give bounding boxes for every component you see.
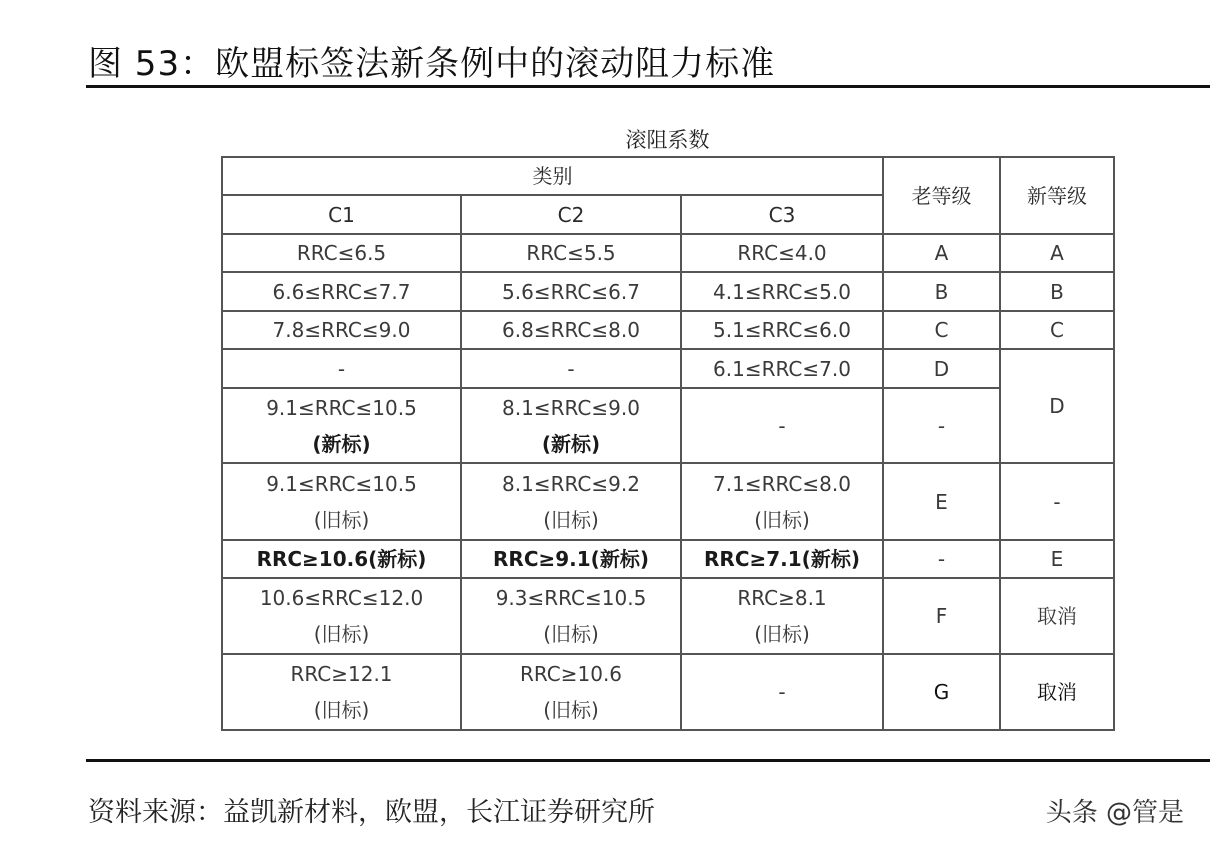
cell-value: 9.1≤RRC≤10.5 (266, 395, 417, 420)
cell-old-grade: - (883, 540, 1000, 578)
cell-c2: RRC≤5.5 (461, 234, 681, 272)
cell-old-grade: E (883, 463, 1000, 540)
cell-old-grade: - (883, 388, 1000, 463)
cell-c1 (222, 578, 461, 654)
cell-c1: RRC≥10.6(新标) (222, 540, 461, 578)
cell-old-grade: F (883, 578, 1000, 654)
cell-old-grade: G (883, 654, 1000, 730)
cell-c2 (461, 388, 681, 463)
cell-value: RRC≥10.6 (519, 662, 623, 686)
bottom-rule (86, 759, 1210, 762)
cell-c2 (461, 578, 681, 654)
cell-value: 8.1≤RRC≤9.2 (502, 471, 640, 496)
table-row (222, 540, 1114, 578)
table-row (222, 272, 1114, 311)
cell-new-grade: 取消 (1000, 578, 1114, 654)
cell-old-grade: C (883, 311, 1000, 349)
table-row (222, 349, 1114, 388)
cell-c3: RRC≥7.1(新标) (681, 540, 883, 578)
cell-new-grade: 取消 (1000, 654, 1114, 730)
cell-old-grade: B (883, 272, 1000, 311)
cell-c2: RRC≥9.1(新标) (461, 540, 681, 578)
cell-value: 10.6≤RRC≤12.0 (259, 586, 424, 610)
cell-c2 (461, 463, 681, 540)
cell-c3: RRC≤4.0 (681, 234, 883, 272)
cell-new-grade: A (1000, 234, 1114, 272)
cell-c1: - (222, 349, 461, 388)
cell-c1: 6.6≤RRC≤7.7 (222, 272, 461, 311)
cell-c3: 6.1≤RRC≤7.0 (681, 349, 883, 388)
cell-new-grade: B (1000, 272, 1114, 311)
cell-note: (旧标) (754, 622, 810, 646)
cell-c3: - (681, 654, 883, 730)
cell-note: (新标) (541, 431, 601, 456)
cell-c3: 4.1≤RRC≤5.0 (681, 272, 883, 311)
cell-value: 9.3≤RRC≤10.5 (495, 586, 647, 610)
cell-note: (旧标) (313, 622, 370, 646)
cell-c1: 7.8≤RRC≤9.0 (222, 311, 461, 349)
cell-c1: RRC≤6.5 (222, 234, 461, 272)
cell-note: (旧标) (313, 698, 370, 722)
cell-note: (旧标) (543, 507, 599, 532)
cell-new-grade: C (1000, 311, 1114, 349)
cell-old-grade: D (883, 349, 1000, 388)
watermark: 头条 @管是 (1045, 798, 1184, 828)
header-new-grade: 新等级 (1000, 157, 1114, 234)
table-row (222, 388, 1114, 463)
cell-value: 7.1≤RRC≤8.0 (713, 471, 851, 496)
cell-c3: - (681, 388, 883, 463)
cell-new-grade: E (1000, 540, 1114, 578)
header-c3: C3 (681, 195, 883, 234)
header-old-grade: 老等级 (883, 157, 1000, 234)
cell-new-grade: - (1000, 463, 1114, 540)
cell-note: (旧标) (754, 507, 810, 532)
cell-note: (旧标) (313, 507, 370, 532)
table-row (222, 654, 1114, 730)
rolling-resistance-table (221, 156, 1115, 731)
cell-value: RRC≥8.1 (737, 586, 827, 610)
header-category: 类别 (222, 157, 883, 195)
cell-value: 8.1≤RRC≤9.0 (502, 395, 640, 420)
table-row (222, 463, 1114, 540)
table-row (222, 234, 1114, 272)
table-row (222, 311, 1114, 349)
cell-note: (旧标) (543, 622, 599, 646)
cell-c2: 5.6≤RRC≤6.7 (461, 272, 681, 311)
figure-title: 图 53：欧盟标签法新条例中的滚动阻力标准 (88, 44, 776, 84)
cell-c3 (681, 578, 883, 654)
cell-c3 (681, 463, 883, 540)
cell-c2: - (461, 349, 681, 388)
table-row (222, 578, 1114, 654)
cell-c1 (222, 463, 461, 540)
cell-note: (新标) (312, 431, 371, 456)
cell-note: (旧标) (543, 698, 599, 722)
cell-c2: 6.8≤RRC≤8.0 (461, 311, 681, 349)
cell-c1 (222, 388, 461, 463)
cell-value: RRC≥12.1 (290, 662, 393, 686)
source-note: 资料来源：益凯新材料，欧盟，长江证券研究所 (88, 797, 655, 828)
cell-c3: 5.1≤RRC≤6.0 (681, 311, 883, 349)
cell-old-grade: A (883, 234, 1000, 272)
cell-value: 9.1≤RRC≤10.5 (266, 471, 417, 496)
header-c1: C1 (222, 195, 461, 234)
header-c2: C2 (461, 195, 681, 234)
cell-c2 (461, 654, 681, 730)
cell-c1 (222, 654, 461, 730)
table-caption: 滚阻系数 (625, 128, 710, 152)
top-rule (86, 85, 1210, 88)
cell-new-grade: D (1000, 349, 1114, 463)
